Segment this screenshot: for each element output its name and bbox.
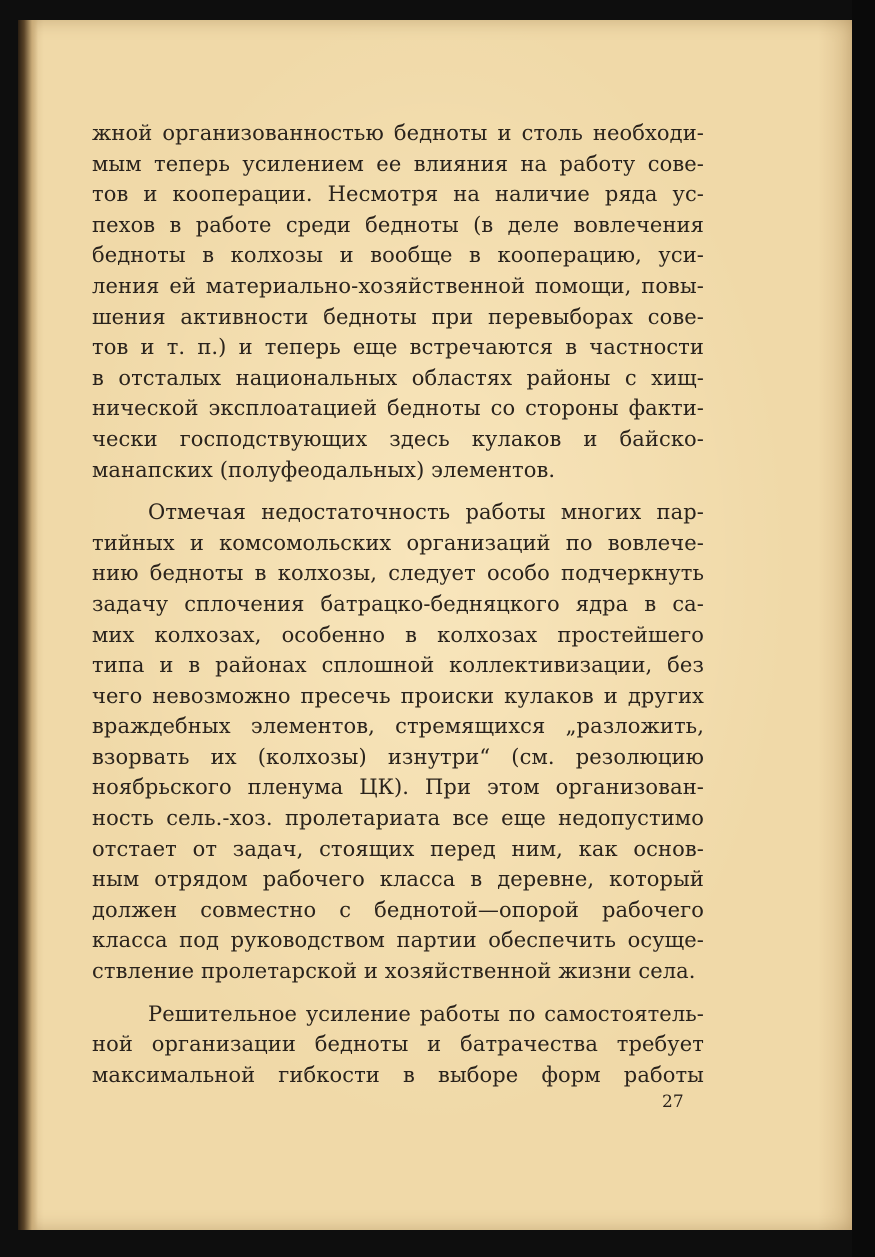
text-line: бедноты в колхозы и вообще в кооперацию, уси- — [92, 243, 704, 268]
text-line: Отмечая недостаточность работы многих пар- — [148, 500, 704, 525]
text-line: ствление пролетарской и хозяйственной жизни села. — [92, 959, 696, 984]
book-spine — [18, 20, 38, 1230]
text-line: враждебных элементов, стремящихся „разложить, — [92, 714, 704, 739]
text-line: тов и кооперации. Несмотря на наличие ряда ус- — [92, 182, 704, 207]
text-line: нию бедноты в колхозы, следует особо подчеркнуть — [92, 561, 704, 586]
text-line: максимальной гибкости в выборе форм работы — [92, 1062, 704, 1087]
text-line: мих колхозах, особенно в колхозах простейшего — [92, 622, 704, 647]
text-line: ления ей материально-хозяйственной помощи, повы- — [92, 273, 704, 298]
text-line: мым теперь усилением ее влияния на работу сове- — [92, 151, 704, 176]
text-line: в отсталых национальных областях районы с хищ- — [92, 365, 704, 390]
paragraph-2 — [92, 497, 704, 987]
page-number: 27 — [662, 1092, 684, 1112]
paragraph-3 — [92, 999, 704, 1091]
text-line: задачу сплочения батрацко-бедняцкого ядра в са- — [92, 591, 704, 616]
text-line: тов и т. п.) и теперь еще встречаются в частности — [92, 335, 704, 360]
text-line: чески господствующих здесь кулаков и байско- — [92, 426, 704, 451]
text-line: типа и в районах сплошной коллективизации, без — [92, 653, 704, 678]
text-line: ноябрьского пленума ЦК). При этом организован- — [92, 775, 704, 800]
text-line: шения активности бедноты при перевыборах сове- — [92, 304, 704, 329]
text-line: пехов в работе среди бедноты (в деле вовлечения — [92, 212, 704, 237]
text-line: класса под руководством партии обеспечить осуще- — [92, 928, 704, 953]
text-line: жной организованностью бедноты и столь необходи- — [92, 121, 704, 145]
text-line: Решительное усиление работы по самостоятель- — [148, 1001, 704, 1026]
text-line: манапских (полуфеодальных) элементов. — [92, 457, 556, 482]
text-line: тийных и комсомольских организаций по вовлече- — [92, 530, 704, 555]
text-line: взорвать их (колхозы) изнутри“ (см. резолюцию — [92, 744, 704, 769]
text-line: ной организации бедноты и батрачества требует — [92, 1032, 704, 1057]
text-line: ность сель.-хоз. пролетариата все еще недопустимо — [92, 806, 704, 831]
text-line: должен совместно с беднотой—опорой рабочего — [92, 897, 704, 922]
text-line: отстает от задач, стоящих перед ним, как основ- — [92, 836, 704, 861]
paragraph-1 — [92, 118, 704, 485]
scan-border — [852, 0, 875, 1257]
text-line: чего невозможно пресечь происки кулаков и других — [92, 683, 704, 708]
page-body-text — [92, 118, 704, 1090]
text-line: ным отрядом рабочего класса в деревне, который — [92, 867, 704, 892]
text-line: нической эксплоатацией бедноты со стороны факти- — [92, 396, 704, 421]
